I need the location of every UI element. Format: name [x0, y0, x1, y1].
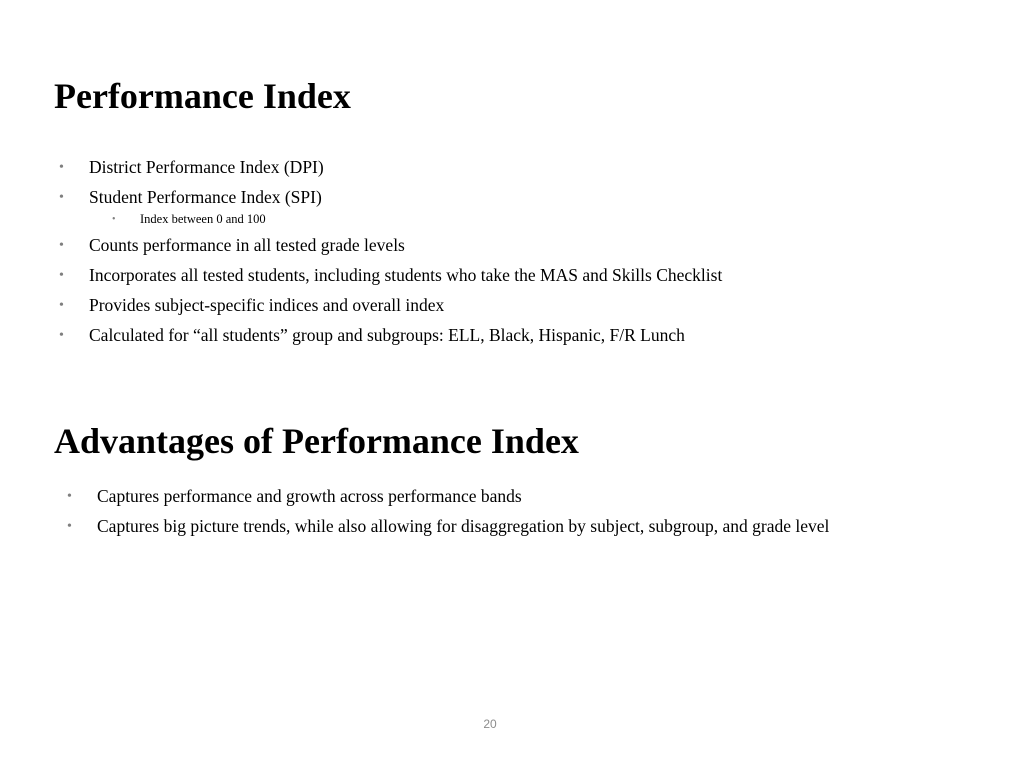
- bullet-item: [67, 516, 857, 537]
- bullet-icon: •: [112, 214, 116, 225]
- bullet-text: District Performance Index (DPI): [89, 157, 324, 177]
- bullet-item: [59, 265, 959, 286]
- bullet-icon: •: [59, 298, 64, 313]
- bullet-text: Captures performance and growth across performance bands: [97, 486, 522, 506]
- bullet-icon: •: [59, 328, 64, 343]
- bullet-text: Calculated for “all students” group and subgroups: ELL, Black, Hispanic, F/R Lunch: [89, 325, 685, 345]
- bullet-item: [67, 486, 857, 507]
- page-number: 20: [483, 717, 497, 731]
- bullet-icon: •: [67, 519, 72, 534]
- slide-title: Performance Index: [54, 76, 351, 116]
- section-title: Advantages of Performance Index: [54, 421, 579, 461]
- bullet-text: Provides subject-specific indices and overall index: [89, 295, 445, 315]
- advantages-bullet-list: [67, 486, 857, 546]
- bullet-icon: •: [67, 489, 72, 504]
- bullet-text: Student Performance Index (SPI): [89, 187, 322, 207]
- sub-bullet-item: [59, 212, 959, 227]
- bullet-icon: •: [59, 160, 64, 175]
- bullet-item: [59, 187, 959, 208]
- bullet-text: Captures big picture trends, while also allowing for disaggregation by subject, subgroup, and grade level: [97, 516, 830, 536]
- bullet-text: Index between 0 and 100: [140, 212, 266, 226]
- bullet-text: Counts performance in all tested grade levels: [89, 235, 405, 255]
- bullet-icon: •: [59, 238, 64, 253]
- bullet-item: [59, 157, 959, 178]
- bullet-text: Incorporates all tested students, including students who take the MAS and Skills Checklist: [89, 265, 723, 285]
- bullet-icon: •: [59, 268, 64, 283]
- performance-index-bullet-list: [59, 157, 959, 355]
- bullet-item: [59, 235, 959, 256]
- bullet-icon: •: [59, 190, 64, 205]
- bullet-item: [59, 295, 959, 316]
- bullet-item: [59, 325, 959, 346]
